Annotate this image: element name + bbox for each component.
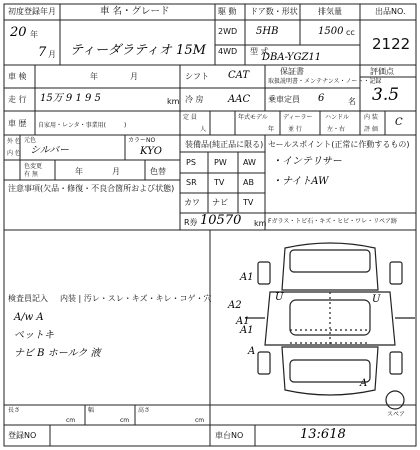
r-ticket-km: km bbox=[254, 219, 267, 228]
change-year: 年 bbox=[75, 167, 83, 176]
color-change-sub: 有 無 bbox=[24, 171, 38, 178]
doors-value: 5HB bbox=[256, 26, 279, 37]
equip-sr: SR bbox=[186, 178, 197, 187]
model-value: DBA-YGZ11 bbox=[262, 52, 322, 63]
year-unit: 年 bbox=[30, 30, 38, 39]
first-reg-label: 初度登録年月 bbox=[8, 7, 56, 16]
model-year-label: 年式モデル bbox=[238, 114, 268, 121]
inner-color-label: 内 色 bbox=[7, 150, 21, 157]
shift-value: CAT bbox=[228, 70, 249, 81]
change-month: 月 bbox=[112, 167, 120, 176]
length-label: 長さ bbox=[8, 407, 21, 414]
seats-label: 乗車定員 bbox=[268, 95, 300, 104]
spare-label: スペア bbox=[387, 411, 406, 418]
equip-ab: AB bbox=[243, 178, 254, 187]
reg-no-label: 登録NO bbox=[8, 431, 37, 440]
drive-2wd: 2WD bbox=[218, 27, 238, 36]
height-cm: cm bbox=[195, 417, 205, 424]
interior-value: C bbox=[395, 117, 403, 128]
equip-ps: PS bbox=[186, 158, 196, 167]
chassis-no-label: 車台NO bbox=[215, 431, 244, 440]
color-back: 色替 bbox=[150, 167, 166, 176]
selling-point-1: ・インテリサー bbox=[272, 156, 342, 167]
reg-month: 7 bbox=[38, 45, 47, 60]
original-color-label: 元色 bbox=[24, 137, 37, 144]
selling-point-2: ・ナイトAW bbox=[272, 176, 329, 187]
damage-mark: A bbox=[248, 346, 256, 357]
model-year-unit: 年 bbox=[268, 126, 275, 133]
inspector-line-2: ペットキ bbox=[14, 330, 54, 341]
name-grade-label: 車 名・グレード bbox=[100, 6, 170, 17]
width-cm: cm bbox=[120, 417, 130, 424]
color-change-label: 色変更 bbox=[24, 163, 43, 170]
car-name: ティーダラティオ 15M bbox=[70, 43, 206, 58]
damage-mark: A1 bbox=[236, 316, 250, 327]
reg-year: 20 bbox=[10, 25, 27, 40]
inspector-title: 検査員記入 bbox=[8, 294, 48, 303]
inspection-year: 年 bbox=[90, 72, 98, 81]
equip-tv2: TV bbox=[243, 198, 254, 207]
score-value: 3.5 bbox=[372, 85, 400, 105]
shift-label: シフト bbox=[185, 72, 209, 81]
height-label: 高さ bbox=[138, 407, 151, 414]
car-diagram bbox=[245, 243, 415, 409]
length-cm: cm bbox=[66, 417, 76, 424]
mileage-value: 15万 9 1 9 5 bbox=[40, 93, 101, 104]
cc-unit: cc bbox=[346, 28, 355, 37]
color-no: KYO bbox=[140, 146, 163, 157]
glass-parts: Fガラス・トビ石・キズ・ヒビ・ワレ・リペア跡 bbox=[268, 218, 398, 225]
inspector-options: 内装 | 汚レ・スレ・キズ・キレ・コゲ・穴 bbox=[60, 294, 212, 303]
equip-pw: PW bbox=[214, 158, 227, 167]
seats-value: 6 bbox=[318, 93, 325, 104]
inspector-line-1: A/w A bbox=[14, 312, 44, 323]
equip-navi: ナビ bbox=[212, 198, 228, 207]
exhibit-no-label: 出品NO. bbox=[375, 7, 406, 16]
displacement-label: 排気量 bbox=[318, 7, 342, 16]
damage-mark: U bbox=[275, 292, 284, 303]
mileage-label: 走 行 bbox=[8, 95, 27, 104]
r-ticket-value: 10570 bbox=[200, 213, 242, 228]
damage-mark: A bbox=[360, 378, 368, 389]
seat-unit: 名 bbox=[348, 97, 356, 106]
drive-4wd: 4WD bbox=[218, 47, 238, 56]
history-options: 自家用・レンタ・事業用( ) bbox=[38, 122, 127, 129]
equipment-title: 装備品(純正品に限る) bbox=[185, 140, 264, 149]
month-unit: 月 bbox=[48, 50, 56, 59]
warranty-sub: 取扱説明書・メンテナンス・ノート・記録 bbox=[268, 78, 382, 85]
color-no-label: カラーNO bbox=[128, 137, 156, 144]
interior-label: 内 装 bbox=[364, 114, 378, 121]
capacity-label: 定 員 bbox=[183, 114, 197, 121]
inspection-label: 車 検 bbox=[8, 72, 27, 81]
inspector-line-3: ナビ B ホールク 液 bbox=[14, 348, 101, 359]
damage-mark: A1 bbox=[240, 325, 254, 336]
dealer-sub: 並 行 bbox=[288, 126, 302, 133]
km-unit: km bbox=[167, 97, 180, 106]
handle-sub: 左・右 bbox=[327, 126, 346, 133]
exhibit-no: 2122 bbox=[372, 35, 411, 53]
aircon-label: 冷 房 bbox=[185, 95, 204, 104]
color-value: シルバー bbox=[30, 145, 70, 156]
r-ticket-label: R券 bbox=[184, 218, 198, 227]
damage-mark: A1 bbox=[240, 272, 254, 283]
model-label: 型 式 bbox=[250, 47, 269, 56]
selling-points-title: セールスポイント(正常に作動するもの) bbox=[268, 140, 410, 149]
damage-mark: U bbox=[372, 294, 381, 305]
aircon-value: AAC bbox=[228, 94, 251, 105]
cc-value: 1500 bbox=[318, 26, 344, 37]
damage-mark: A2 bbox=[228, 300, 242, 311]
warranty-label: 保証書 bbox=[280, 67, 304, 76]
handle-label: ハンドル bbox=[325, 114, 350, 121]
drive-label: 駆 動 bbox=[218, 7, 237, 16]
equip-leather: カワ bbox=[184, 198, 200, 207]
equip-tv: TV bbox=[214, 178, 225, 187]
history-label: 車 歴 bbox=[8, 119, 27, 128]
notes-title: 注意事項(欠品・修復・不良合箇所および状態) bbox=[8, 184, 175, 193]
inspection-month: 月 bbox=[130, 72, 138, 81]
capacity-unit: 人 bbox=[200, 126, 207, 133]
score-label: 評価点 bbox=[370, 67, 394, 76]
doors-shape-label: ドア数・形状 bbox=[250, 7, 298, 16]
width-label: 幅 bbox=[88, 407, 95, 414]
equip-aw: AW bbox=[243, 158, 256, 167]
dealer-label: ディーラー bbox=[283, 114, 313, 121]
interior-sub: 評 価 bbox=[364, 126, 378, 133]
outer-color-label: 外 色 bbox=[7, 138, 21, 145]
chassis-no-value: 13:618 bbox=[300, 427, 346, 442]
